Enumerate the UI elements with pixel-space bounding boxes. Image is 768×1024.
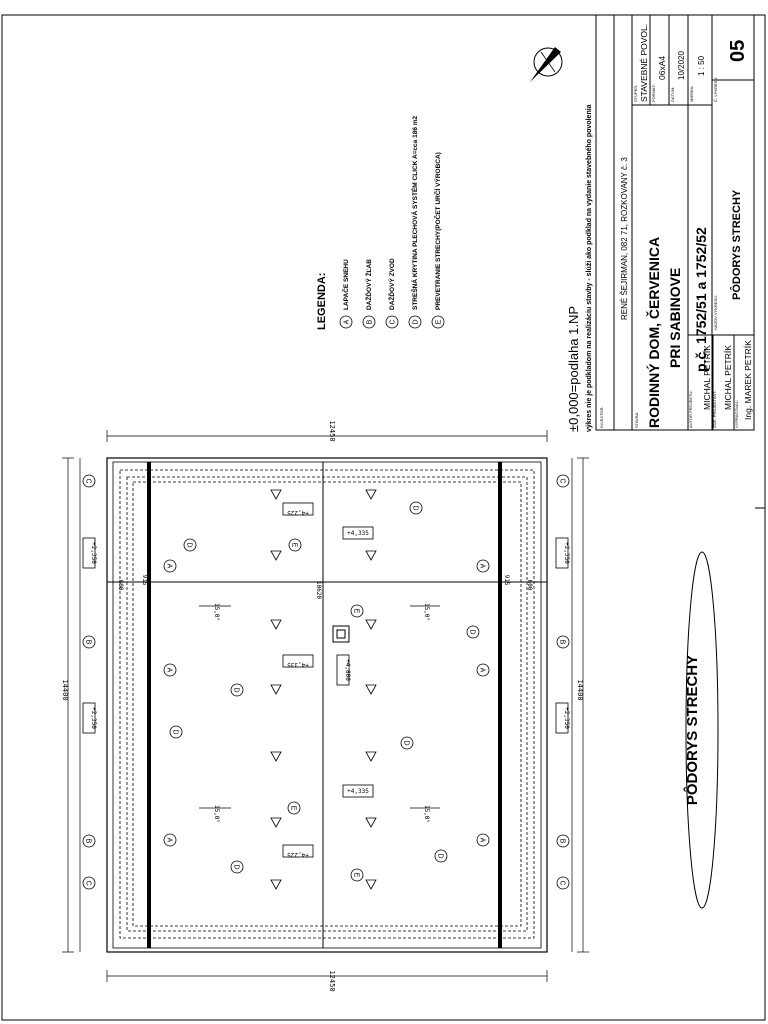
label-a-5: A [478, 667, 486, 673]
dim-overall-width-top: 12450 [328, 420, 336, 442]
sheet-title: PÔDORYS STRECHY [684, 654, 701, 806]
tb-format: 06xA4 [657, 55, 667, 80]
chimney [333, 626, 349, 642]
label-b-3: B [558, 639, 566, 645]
label-c-1: C [84, 478, 92, 484]
legend-symbol-a: A [343, 319, 351, 325]
label-a-2: A [165, 667, 173, 673]
level-ridge-4: +4,335 [347, 788, 369, 795]
tb-cislo: 05 [727, 39, 749, 62]
tb-stavba-3: p.č. 1752/51 a 1752/52 [693, 227, 709, 372]
level-eave-3: +2,350 [563, 542, 570, 564]
tb-kontroloval: Ing. MAREK PETRÍK [743, 340, 753, 420]
tb-investor: RENÉ ŠEJIRMAN, 082 71, ROZKOVANY č. 3 [620, 157, 629, 320]
label-e-4: E [352, 872, 360, 878]
tb-vykres: PÔDORYS STRECHY [731, 189, 743, 300]
label-d-7: D [402, 740, 410, 746]
label-e-3: E [289, 805, 297, 811]
level-ridge-3: +4,335 [287, 661, 309, 668]
tb-kontroloval-label: VYPRACOVAL: [734, 400, 739, 428]
label-a-4: A [478, 563, 486, 569]
roof-plan [107, 458, 547, 952]
dimension-lines [62, 430, 589, 982]
legend-item-b: DAŽĎOVÝ ŽĽAB [366, 259, 373, 310]
tb-investor-label: INVESTOR: [599, 406, 604, 428]
slope-label-2: 15,0° [423, 602, 430, 622]
label-d-4: D [232, 864, 240, 870]
tb-vypracoval-label: ZOD. PROJEKTANT: [712, 390, 717, 428]
legend-symbol-e: E [435, 319, 443, 325]
tb-vykres-label: NÁZOV VÝKRESU: [713, 294, 718, 330]
chimney-inner [337, 630, 345, 638]
slope-label-1: 15,0° [213, 602, 220, 622]
legend-item-a: LAPAČE SNEHU [343, 259, 350, 310]
legend-symbol-c: C [389, 319, 397, 325]
roof-inner-outline [113, 462, 541, 948]
label-c-2: C [84, 880, 92, 886]
zero-level-note: ±0,000=podlaha 1.NP [566, 305, 581, 432]
north-arrow [530, 47, 562, 82]
label-b-4: B [558, 838, 566, 844]
wall-line-outer [120, 470, 534, 938]
label-d-6: D [468, 629, 476, 635]
sheet-frame [2, 15, 765, 1020]
legend [316, 115, 444, 330]
level-eave-2: +2,350 [90, 707, 97, 729]
level-ridge-5: +4,225 [287, 851, 309, 858]
tb-autor: MICHAL PETRÍK [702, 345, 712, 410]
slope-markers [199, 606, 440, 808]
label-e-1: E [290, 542, 298, 548]
tb-autor-label: AUTOR PROJEKTU: [688, 390, 693, 428]
plan-circles [83, 475, 569, 889]
label-d-5: D [411, 505, 419, 511]
dim-overhang-right: 600 [526, 579, 533, 591]
level-eave-1: +2,350 [90, 542, 97, 564]
tb-cislo-label: Č. VÝKRESU: [713, 76, 718, 102]
roof-outline [107, 458, 547, 952]
level-chimney: +4,800 [344, 659, 351, 681]
title-block-values [620, 24, 753, 428]
tb-stavba-2: PRI SABINOVE [667, 267, 683, 368]
legend-item-c: DAŽĎOVÝ ZVOD [389, 258, 396, 310]
label-d-8: D [436, 853, 444, 859]
label-e-2: E [352, 608, 360, 614]
dim-edge-right: 915 [503, 574, 510, 586]
label-b-1: B [84, 639, 92, 645]
tb-stupen-label: STUPEŇ: [633, 84, 638, 102]
tb-stavba-1: RODINNÝ DOM, ČERVENICA [646, 236, 662, 428]
label-d-1: D [185, 542, 193, 548]
dim-overall-length-left: 14400 [61, 679, 69, 701]
legend-item-d: STREŠNÁ KRYTINA PLECHOVÁ SYSTÉM CLICK A=cca 186 m2 [412, 115, 419, 310]
label-a-3: A [165, 837, 173, 843]
dim-edge-left: 915 [141, 574, 148, 586]
tb-stavba-label: STAVBA: [634, 411, 639, 428]
tb-vypracoval: MICHAL PETRÍK [723, 345, 733, 410]
legend-title: LEGENDA: [316, 272, 328, 330]
level-ridge-2: +4,335 [347, 530, 369, 537]
level-boxes [83, 503, 568, 857]
dim-overall-width-bottom: 12450 [328, 970, 336, 992]
level-eave-4: +2,350 [563, 707, 570, 729]
label-a-1: A [165, 563, 173, 569]
label-c-4: C [558, 880, 566, 886]
legend-symbol-b: B [366, 319, 374, 325]
tb-mierka-label: MIERKA: [689, 85, 694, 102]
slope-label-3: 15,0° [213, 804, 220, 824]
label-b-2: B [84, 838, 92, 844]
slope-label-4: 15,0° [423, 804, 430, 824]
legend-symbol-d: D [412, 319, 420, 325]
dim-overall-length-right: 14400 [576, 679, 584, 701]
legend-item-e: PREVETRANIE STRECHY(POČET URČÍ VÝROBCA) [435, 152, 442, 310]
drawing-disclaimer: výkres nie je podkladom na realizáciu stavby - slúži ako podklad na vydanie stavebného povolenia [586, 104, 593, 432]
tb-mierka: 1 : 50 [697, 55, 706, 76]
label-c-3: C [558, 478, 566, 484]
dim-overhang-left: 600 [117, 579, 124, 591]
tb-datum: 10/2020 [677, 51, 686, 80]
level-ridge-1: +4,225 [287, 509, 309, 516]
tb-datum-label: DÁTUM: [670, 86, 675, 102]
label-a-6: A [478, 837, 486, 843]
tb-format-label: FORMÁT: [651, 84, 656, 102]
plan-circle-letters [85, 478, 566, 885]
dim-ridge-width: 10620 [315, 580, 322, 600]
tb-stupen: STAVEBNÉ POVOL. [639, 23, 649, 102]
label-d-2: D [171, 729, 179, 735]
label-d-3: D [232, 687, 240, 693]
